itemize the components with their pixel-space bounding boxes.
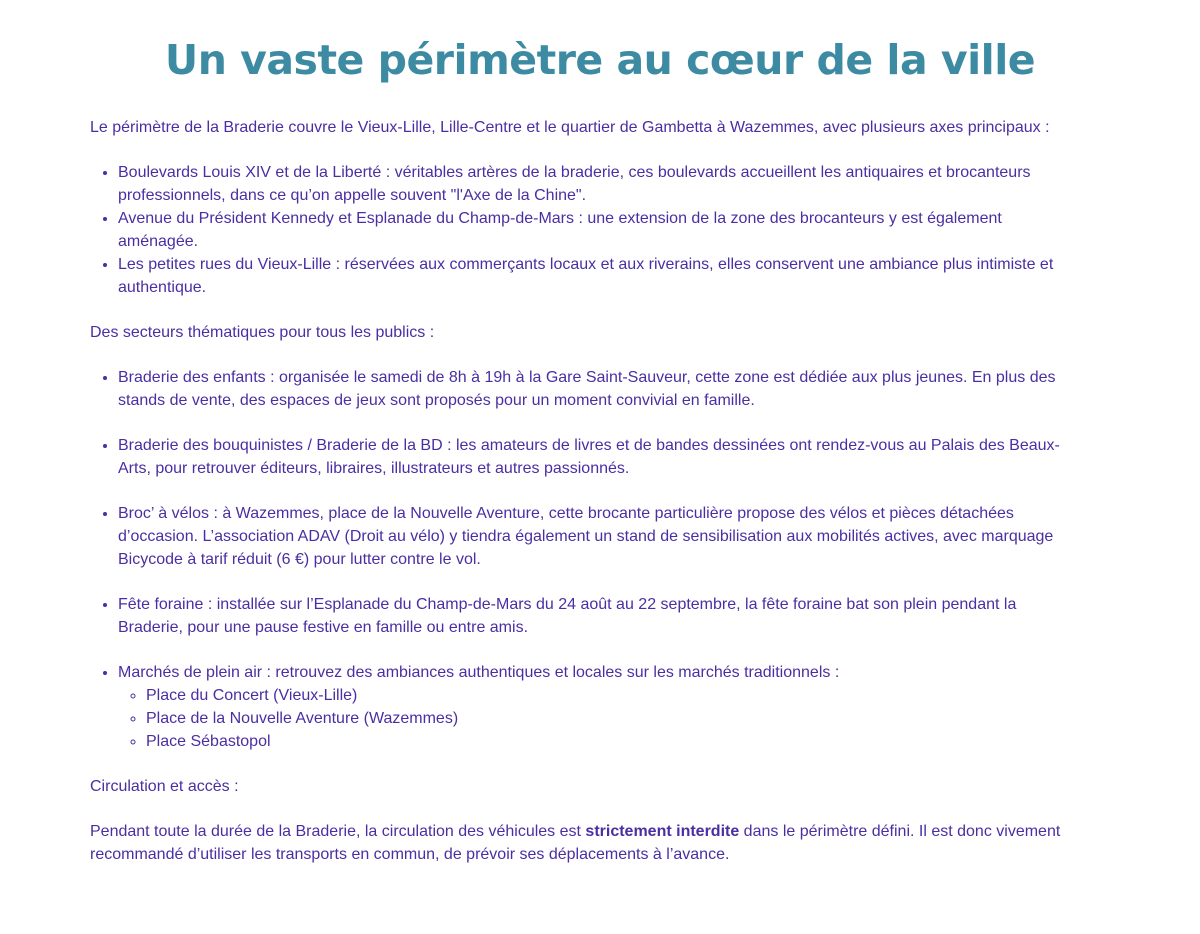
markets-sublist (118, 684, 1075, 753)
list-item: • Broc’ à vélos : à Wazemmes, place de la Nouvelle Aventure, cette brocante particulière propose des vélos et pièces détachées d’occasion. L’association ADAV (Droit au vélo) y tiendra également un stand de sensibilisation aux mobilités actives, avec marquage Bicycode à tarif réduit (6 €) pour lutter contre le vol. (118, 502, 1075, 571)
spacer (90, 798, 1075, 820)
markets-item (118, 661, 1075, 753)
circulation-heading: Circulation et accès : (90, 778, 239, 795)
circulation-emphasis: strictement interdite (585, 823, 740, 840)
markets-label: Marchés de plein air : retrouvez des ambiances authentiques et locales sur les marchés traditionnels : (118, 664, 840, 681)
circulation-text-before: Pendant toute la durée de la Braderie, la circulation des véhicules est (90, 823, 586, 840)
article (90, 30, 1075, 866)
spacer (90, 753, 1075, 775)
spacer (90, 139, 1075, 161)
circulation-paragraph (90, 820, 1075, 866)
intro-paragraph: Le périmètre de la Braderie couvre le Vieux-Lille, Lille-Centre et le quartier de Gambetta à Wazemmes, avec plusieurs axes principaux : (90, 119, 1050, 136)
list-item: ◦ Place Sébastopol (146, 730, 1075, 753)
list-item: • Avenue du Président Kennedy et Esplanade du Champ-de-Mars : une extension de la zone des brocanteurs y est également aménagée. (118, 207, 1075, 253)
list-item: • Les petites rues du Vieux-Lille : réservées aux commerçants locaux et aux riverains, elles conservent une ambiance plus intimiste et authentique. (118, 253, 1075, 299)
list-item: • Braderie des enfants : organisée le samedi de 8h à 19h à la Gare Saint-Sauveur, cette zone est dédiée aux plus jeunes. En plus des stands de vente, des espaces de jeux sont proposés pour un moment convivial en famille. (118, 366, 1075, 412)
sectors-heading: Des secteurs thématiques pour tous les publics : (90, 324, 435, 341)
list-item: • Boulevards Louis XIV et de la Liberté : véritables artères de la braderie, ces boulevards accueillent les antiquaires et brocanteurs professionnels, dans ce qu’on appelle souvent "l'Axe de la Chine". (118, 161, 1075, 207)
page-title: Un vaste périmètre au cœur de la ville (164, 36, 1036, 84)
list-item: ◦ Place du Concert (Vieux-Lille) (146, 684, 1075, 707)
list-item: • Fête foraine : installée sur l’Esplanade du Champ-de-Mars du 24 août au 22 septembre, la fête foraine bat son plein pendant la Braderie, pour une pause festive en famille ou entre amis. (118, 593, 1075, 639)
circulation-text-after: dans le périmètre défini. Il est donc vivement recommandé d’utiliser les transports en commun, de prévoir ses déplacements à l’avance. (90, 823, 1061, 863)
axes-list (90, 161, 1075, 299)
spacer (90, 344, 1075, 366)
list-item: ◦ Place de la Nouvelle Aventure (Wazemmes) (146, 707, 1075, 730)
sectors-list (90, 366, 1075, 753)
spacer (90, 299, 1075, 321)
list-item: • Braderie des bouquinistes / Braderie de la BD : les amateurs de livres et de bandes dessinées ont rendez-vous au Palais des Beaux-Arts, pour retrouver éditeurs, libraires, illustrateurs et autres passionnés. (118, 434, 1075, 480)
